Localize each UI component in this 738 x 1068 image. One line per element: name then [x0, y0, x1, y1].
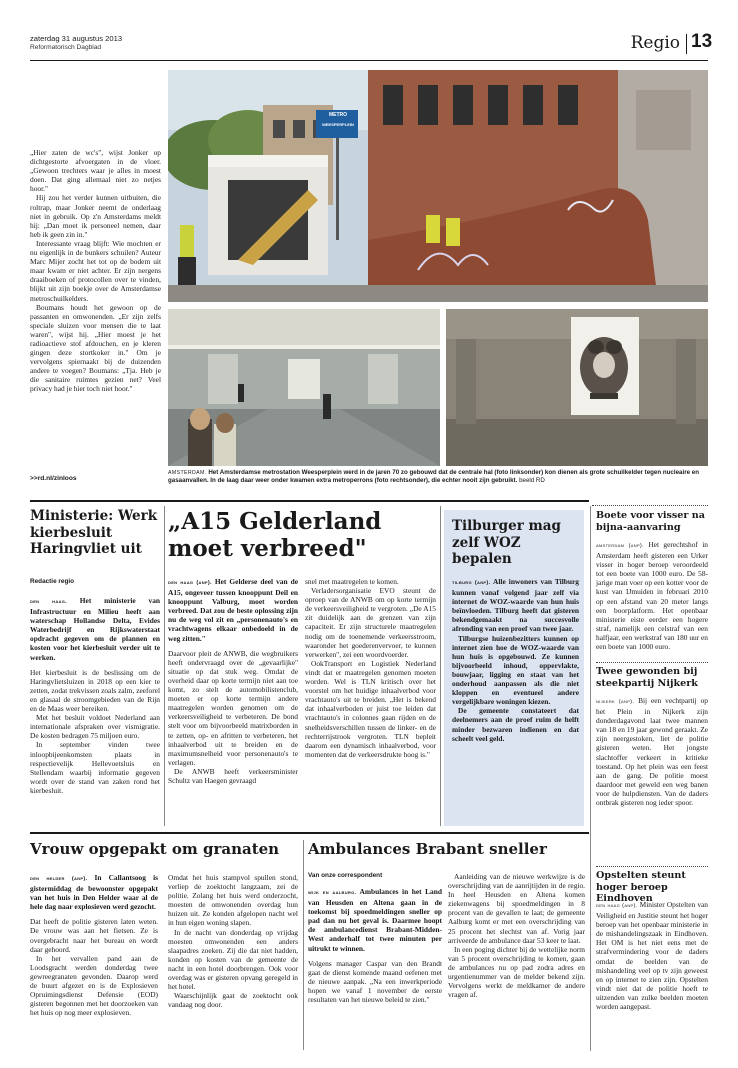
woz-headline: Tilburger mag zelf WOZ bepalen: [452, 518, 561, 567]
header-date: zaterdag 31 augustus 2013: [30, 34, 123, 43]
a15-body-col1: [168, 577, 298, 785]
column-rule-bottom: [303, 840, 304, 1050]
brief-nijkerk-body: [596, 696, 708, 807]
ambulances-paragraph: Aanleiding van de nieuwe werkwijze is de overschrijding van de aanrijtijden in de regio. In heel Heusden en Altena komen ziekenwagens bij spoedmeldingen in 8 procent van de gevallen te laat; de gemeente Aalburg komt er met een overschrijding van 25 procent het slechtst van af. Vorig jaar arriveerde de ambulance daar 53 keer te laat.: [448, 872, 585, 945]
photo-caption: [168, 469, 708, 485]
vrouw-paragraph: Dat heeft de politie gisteren laten weten. De vrouw was aan het fietsen. Ze is overgebracht naar het bureau en wordt daar gehoord.: [30, 917, 158, 954]
brief-nijkerk-headline: Twee gewonden bij steekpartij Nijkerk: [596, 666, 698, 689]
brief-nijkerk-text: Bij een vechtpartij op het Plein in Nijkerk zijn donderdagavond laat twee mannen van 18 en 19 jaar gewond geraakt. Ze zijn neergestoken, liet de politie gisteren weten. Het jongste slachtoffer verkeert in kritieke toestand. Op het plein was een feest aan de gang. De politie moest daardoor met geweld een weg banen voor de hulpdiensten. Van de daders ontbrak gisteren nog ieder spoor.: [596, 696, 708, 808]
jump-article-link[interactable]: >>rd.nl/zinloos: [30, 475, 77, 482]
vrouw-headline: Vrouw opgepakt om granaten: [30, 840, 280, 858]
header-section: Regio: [630, 33, 680, 53]
photo-unused-platforms: [446, 309, 708, 466]
a15-paragraph: Verladersorganisatie EVO steunt de oproep van de ANWB om op korte termijn de verkeersveiligheid te vergroten. „De A15 zit duidelijk aan de grenzen van zijn capaciteit. Er zijn structurele maatregelen nodig om de toenemende verkeersstroom, waaronder het goederenvervoer, te kunnen verwerken", zei een woordvoerder.: [305, 586, 436, 659]
a15-headline-line2: moet verbreed": [168, 535, 367, 562]
station-sign-label: WEESPERPLEIN: [322, 122, 354, 127]
caption-credit: beeld RD: [519, 477, 545, 485]
a15-paragraph: De ANWB heeft verkeersminister Schultz van Haegen gevraagd: [168, 766, 298, 785]
ministerie-body: [30, 596, 160, 795]
brief-opstelten-body: [596, 900, 708, 1011]
ministerie-paragraph: Het kierbesluit is de beslissing om de Haringvlietsluizen in 2018 op een kier te zetten, zodat trekvissen zoals zalm, zeeforel en glasaal de stroomgebieden van de Rijn en de Maas weer bereiken.: [30, 667, 160, 714]
brief-nijkerk-dateline: nijkerk (anp).: [596, 699, 635, 705]
jump-paragraph: Interessante vraag blijft: Wie mochten er nu eigenlijk in de bunkers schuilen? Auteur Marc Mijer zocht het tot op de bodem uit maar kwam er niet achter. Er zijn nergens draaiboeken of protocollen over te vinden, blijkt uit zijn boekje over de Amsterdamse metroschuilkelders.: [30, 238, 161, 303]
ambulances-body-col1: [308, 887, 442, 1004]
metro-sign-label: METRO: [328, 112, 348, 118]
a15-paragraph: Daarvoor pleit de ANWB, die wegbruikers heeft ondervraagd over de „gevaarlijke" situatie op dat stuk weg. Omdat de overheid daar op korte termijn niet aan toe komt, zo stelt de automobilistenclub, moeten er op korte termijn andere maatregelen worden genomen om de verkeersveiligheid te verbeteren. De bond stelt voor om bijvoorbeeld matrixborden in te zetten, op- en afritten te verbeteren, het inhaalverbod uit te breiden en de maximumsnelheid voor personenauto's te verlagen.: [168, 648, 298, 767]
a15-paragraph: OokTransport en Logistiek Nederland vindt dat er maatregelen genomen moeten worden. Wel is TLN kritisch over het voorstel om het huidige inhaalverbod voor vrachtauto's uit te breiden. „Het is bekend dat inhaalverboden er juist toe leiden dat vrachtauto's in colonnes gaan rijden en de snelheidsverschillen tussen de linker- en de rechterrijstrook vergroten. TLN bepleit daarom een dynamisch inhaalverbod, voor momenten dat de verkeersdrukte hoog is.": [305, 658, 436, 759]
jump-article-text: [30, 148, 161, 394]
caption-text: Het Amsterdamse metrostation Weesperplein werd in de jaren 70 zo gebouwd dat de centrale hal (foto linksonder) kon dienen als grote schuilkelder tegen nucleaire en gasaanvallen. In de laag daar weer onder kwamen extra metroperrons (foto rechtsonder), die echter nooit zijn gebruikt.: [168, 469, 699, 485]
vrouw-body-col2: [168, 873, 298, 1009]
a15-headline-line1: „A15 Gelderland: [168, 508, 382, 535]
brief-opstelten-text: Minister Opstelten van Veiligheid en Justitie steunt het hoger beroep van het openbaar ministerie in de mishandelingszaak in Eindhoven. Het OM is het niet eens met de strafvermindering voor de daders omdat de beelden van de mishandeling veel op tv zijn geweest en op internet te zien zijn. Opstelten vindt niet dat de politie hoeft te uitzenden van zulke beelden moeten worden aangepast.: [596, 900, 708, 1012]
woz-body: [452, 577, 579, 743]
a15-lead: Het Gelderse deel van de A15, ongeveer tussen knooppunt Deil en knooppunt Valburg, moet worden verbreed. Dat zou de beste oplossing zijn nu de weg vol zit en „personenauto's en vrachtwagens elkaar onbedoeld in de weg zitten.": [168, 577, 298, 643]
vrouw-paragraph: In de nacht van donderdag op vrijdag moesten omwonenden een anders slaapadres zoeken. Zij die dat niet hadden, konden op kosten van de gemeente de nacht in een hotel doorbrengen. Ook voor overdag was er gisteren opvang geregeld in het hotel.: [168, 927, 298, 992]
woz-paragraph: Tilburgse huizenbezitters kunnen op internet zien hoe de WOZ-waarde van hun huis is opgebouwd. Ze kunnen bijvoorbeeld inhoud, oppervlakte, bouwjaar, ligging en staat van het onderhoud aanpassen als die niet kloppen en eventueel andere vergelijkbare woningen kiezen.: [452, 633, 579, 707]
column-rule-woz: [440, 506, 441, 826]
a15-body-col2: [305, 577, 436, 759]
vrouw-paragraph: Waarschijnlijk gaat de zoektocht ook vandaag nog door.: [168, 991, 298, 1010]
woz-paragraph: De gemeente constateert dat deelnemers aan de proef ruim de helft minder bezwaren indienen en dat scheelt veel geld.: [452, 706, 579, 743]
header-rule: [30, 60, 708, 61]
brief-column-divider: [590, 506, 591, 1051]
page-number: 13: [691, 31, 713, 52]
column-rule-ministerie: [164, 506, 165, 826]
ambulances-headline: Ambulances Brabant sneller: [308, 840, 547, 858]
vrouw-body-col1: [30, 873, 158, 1017]
vrouw-paragraph: Omdat het huis stampvol spullen stond, verliep de zoektocht langzaam, zei de politie. Zolang het huis werd onderzocht, moesten de omwonenden overdag hun huizen uit. Ze konden afgelopen nacht wel in hun eigen woning slapen.: [168, 873, 298, 928]
brief-divider: [596, 662, 708, 663]
brief-opstelten-headline: Opstelten steunt hoger beroep Eindhoven: [596, 870, 686, 905]
vrouw-lead: In Callantsoog is gistermiddag de bewoonster opgepakt van het huis in Den Helder waar al de hele dag naar explosieven werd gezocht.: [30, 873, 158, 912]
ministerie-dateline: den haag.: [30, 599, 67, 605]
brief-opstelten-dateline: den haag (anp).: [596, 903, 638, 909]
a15-paragraph: snel met maatregelen te komen.: [305, 577, 399, 586]
jump-paragraph: „Hier zaten de wc's", wijst Jonker op dichtgestorte afvoergaten in de vloer. „Gewoon trechters waar je alles in moest doen. Dat ging allemaal niet zo netjes hoor.": [30, 148, 161, 194]
brief-column-rule: [592, 505, 708, 506]
ambulances-lead: Ambulances in het Land van Heusden en Altena gaan in de toekomst bij spoedmeldingen sneller op pad dan nu het geval is. Daarmee hoopt de ambulancedienst Brabant-Midden-West anderhalf tot twee minuten per uitrukt te winnen.: [308, 887, 442, 953]
woz-dateline: tilburg (anp).: [452, 580, 491, 586]
ministerie-lead: Het ministerie van Infrastructuur en Milieu heeft aan waterschap Hollandse Delta, Evides Waterbedrijf en Rijkswaterstaat opdracht gegeven om de plannen en kosten voor het kierbesluit verder uit te werken.: [30, 596, 160, 662]
section-rule-bottom: [30, 832, 589, 834]
ambulances-paragraph: In een poging dichter bij de wettelijke norm van 5 procent overschrijding te komen, gaan de ambulances nu op pad zodra adres en urgentienummer van de melder bekend zijn. Vervolgens werkt de meldkamer de andere vragen af.: [448, 944, 585, 1000]
brief-boete-text: Het gerechtshof in Amsterdam heeft gisteren een Urker visser in hoger beroep veroordeeld tot een boete van 1000 euro. De 58-jarige man voer op een kotter voor de kust van IJmuiden in februari 2010 op een afstand van 20 meter langs een boorplatform. Het openbaar ministerie eiste eerder een hogere straf, namelijk een celstraf van een halfjaar, een werkstraf van 180 uur en een boete van 1000 euro.: [596, 540, 708, 652]
brief-divider: [596, 866, 708, 867]
ministerie-byline: Redactie regio: [30, 578, 75, 585]
vrouw-dateline: den helder (anp).: [30, 876, 88, 882]
jump-paragraph: Hij zou het verder kunnen uitbuiten, die roltrap, maar Jonker neemt de onderlaag niet in gebruik. Op z'n Amsterdams meldt hij: „Dan moet ik personeel nemen, daar heb ik geen zin in.": [30, 193, 161, 239]
ambulances-paragraph: Volgens manager Caspar van den Brandt gaat de dienst komende maand oefenen met de nieuwe aanpak. „Na een inwerkperiode hopen we vanaf 1 november de eerste resultaten van het nieuwe beleid te zien.": [308, 958, 442, 1005]
photo-central-hall: [168, 309, 440, 466]
ambulances-body-col2: [448, 872, 585, 999]
photo-metro-entrance: [168, 70, 708, 302]
ministerie-headline: Ministerie: Werk kierbesluit Haringvliet uit: [30, 508, 158, 557]
woz-lead: Alle inwoners van Tilburg kunnen vanaf volgend jaar zelf via internet de WOZ-waarde van hun huis beïnvloeden. Tilburg heeft dat gisteren bekendgemaakt na succesvolle afronding van een proef van twee jaar.: [452, 577, 579, 634]
brief-boete-dateline: amsterdam (anp).: [596, 543, 644, 549]
brief-boete-body: [596, 540, 708, 651]
a15-headline: [168, 508, 438, 562]
caption-location: AMSTERDAM.: [168, 470, 207, 476]
vrouw-paragraph: In het vervallen pand aan de Loodsgracht werden donderdag twee gewreegranaten gevonden. Daarop werd de buurt afgezet en is de Explosieven Opruimingsdienst Defensie (EOD) gisteren begonnen met het doorzoeken van het huis op nog meer explosieven.: [30, 953, 158, 1018]
brief-boete-headline: Boete voor visser na bijna-aanvaring: [596, 510, 705, 533]
ministerie-paragraph: Met het besluit voldoet Nederland aan internationale afspraken over vismigratie. De kosten bedragen 75 miljoen euro.: [30, 713, 160, 741]
ambulances-byline: Van onze correspondent: [308, 872, 383, 879]
a15-dateline: den haag (anp).: [168, 580, 212, 586]
jump-paragraph: Boumans houdt het gewoon op de passanten en omwonenden. „Er zijn zelfs speciale sluizen voor mensen die te laat waren", wijst hij. „Hier moest je het radioactieve stof afdouchen, en je kleren gingen deze stortkoker in." Om je vervolgens spiernaakt bij de duizenden andere te voegen? Boumans: „Tja. Heb je die sanitaire ruimtes gezien net? Veel privacy had je hier toch niet hoor.": [30, 302, 161, 394]
ministerie-paragraph: In september vinden twee inloopbijeenkomsten plaats in respectievelijk Hellevoetsluis en Stellendam waarbij informatie gegeven wordt over de stand van zaken rond het kierbesluit.: [30, 740, 160, 795]
section-rule-top: [30, 500, 589, 502]
header-divider: [686, 34, 687, 54]
header-paper-name: Reformatorisch Dagblad: [30, 44, 102, 51]
ambulances-dateline: wijk en aalburg.: [308, 890, 357, 896]
